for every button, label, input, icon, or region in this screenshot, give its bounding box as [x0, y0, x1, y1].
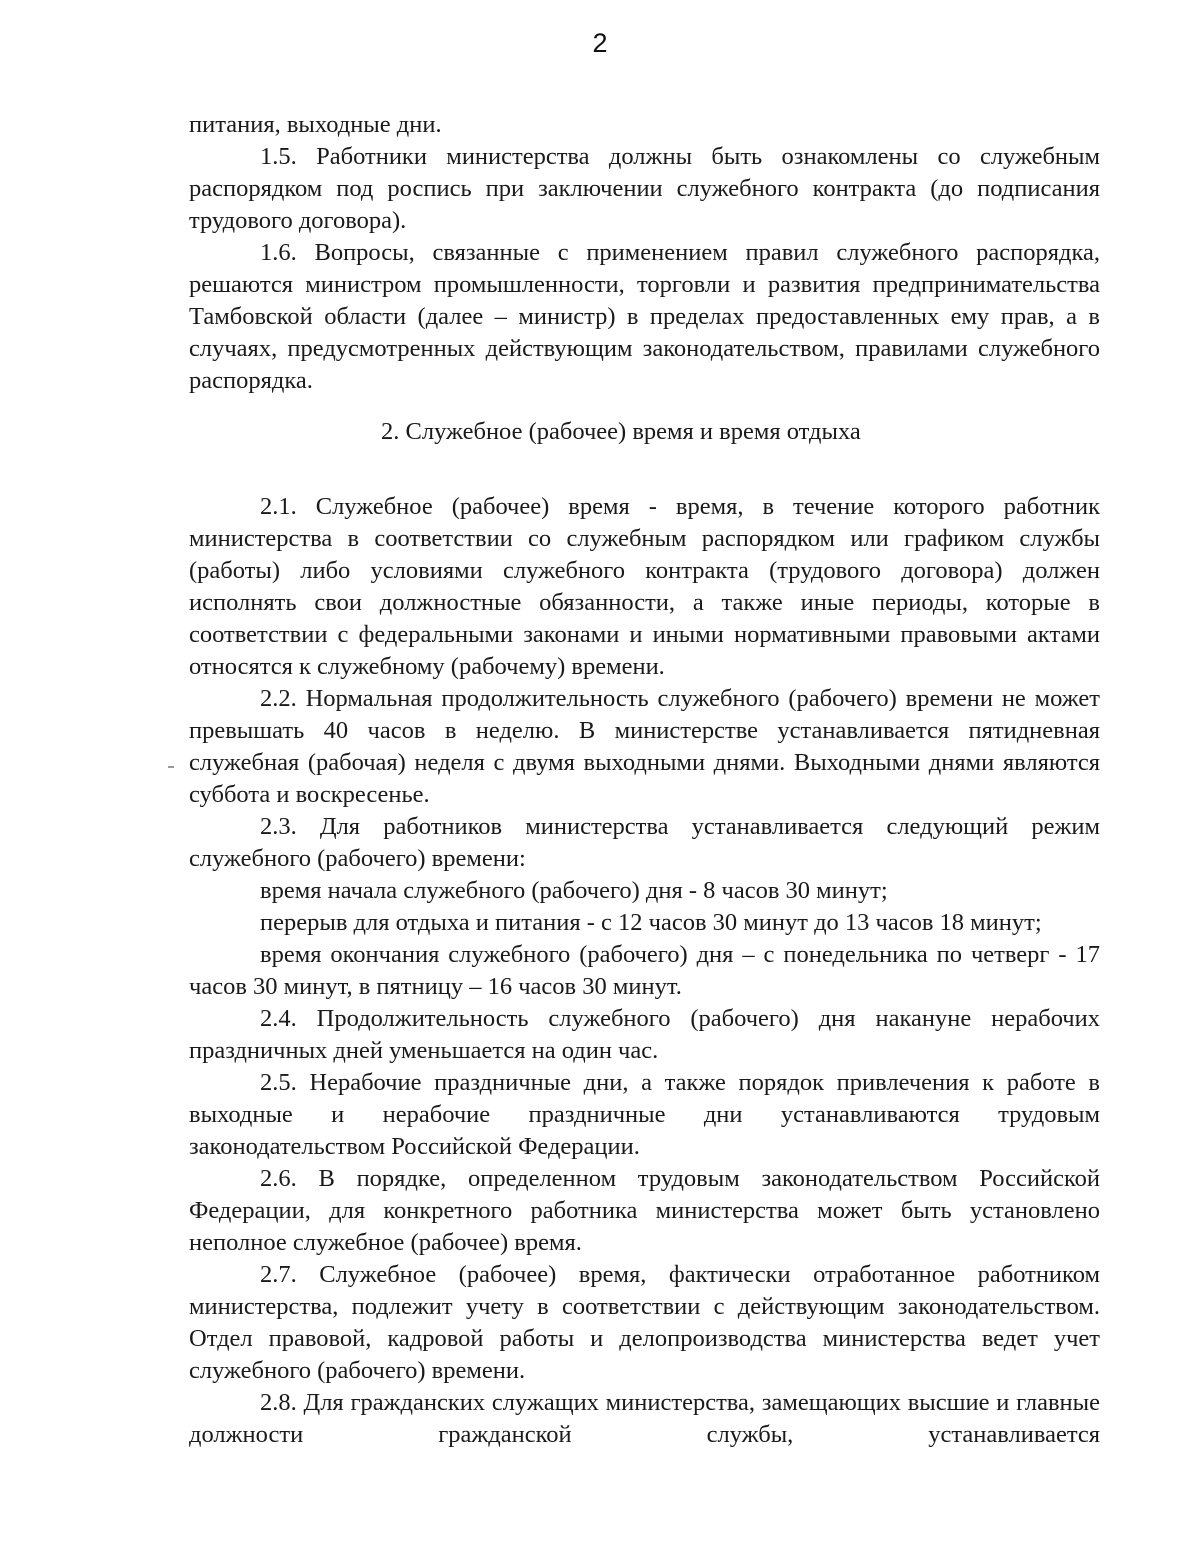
document-body: [189, 109, 1100, 1451]
section-heading: 2. Служебное (рабочее) время и время отдыха: [381, 418, 861, 445]
paragraph-2-7: 2.7. Служебное (рабочее) время, фактически отработанное работником министерства, подлежит учету в соответствии с действующим законодательством. Отдел правовой, кадровой работы и делопроизводства министерства ведет учет служебного (рабочего) времени.: [189, 1261, 1100, 1384]
paragraph-1-4-end: питания, выходные дни.: [189, 111, 442, 138]
scan-artifact: [168, 766, 174, 768]
paragraph-2-3: 2.3. Для работников министерства устанавливается следующий режим служебного (рабочего) времени:: [189, 813, 1100, 872]
paragraph-1-6: 1.6. Вопросы, связанные с применением правил служебного распорядка, решаются министром промышленности, торговли и развития предпринимательства Тамбовской области (далее – министр) в пределах предоставленных ему прав, а в случаях, предусмотренных действующим законодательством, правилами служебного распорядка.: [189, 239, 1100, 394]
schedule-end: время окончания служебного (рабочего) дня – с понедельника по четверг - 17 часов 30 минут, в пятницу – 16 часов 30 минут.: [189, 941, 1100, 1000]
page-number: 2: [592, 28, 608, 58]
paragraph-2-1: 2.1. Служебное (рабочее) время - время, в течение которого работник министерства в соответствии со служебным распорядком или графиком службы (работы) либо условиями служебного контракта (трудового договора) должен исполнять свои должностные обязанности, а также иные периоды, которые в соответствии с федеральными законами и иными нормативными правовыми актами относятся к служебному (рабочему) времени.: [189, 493, 1100, 680]
paragraph-2-4: 2.4. Продолжительность служебного (рабочего) дня накануне нерабочих праздничных дней уменьшается на один час.: [189, 1005, 1100, 1064]
paragraph-2-8: 2.8. Для гражданских служащих министерства, замещающих высшие и главные должности гражданской службы, устанавливается: [189, 1389, 1100, 1448]
paragraph-2-6: 2.6. В порядке, определенном трудовым законодательством Российской Федерации, для конкретного работника министерства может быть установлено неполное служебное (рабочее) время.: [189, 1165, 1100, 1256]
paragraph-1-5: 1.5. Работники министерства должны быть ознакомлены со служебным распорядком под роспись при заключении служебного контракта (до подписания трудового договора).: [189, 143, 1100, 234]
paragraph-2-2: 2.2. Нормальная продолжительность служебного (рабочего) времени не может превышать 40 часов в неделю. В министерстве устанавливается пятидневная служебная (рабочая) неделя с двумя выходными днями. Выходными днями являются суббота и воскресенье.: [189, 685, 1100, 808]
paragraph-2-5: 2.5. Нерабочие праздничные дни, а также порядок привлечения к работе в выходные и нерабочие праздничные дни устанавливаются трудовым законодательством Российской Федерации.: [189, 1069, 1100, 1160]
schedule-break: перерыв для отдыха и питания - с 12 часов 30 минут до 13 часов 18 минут;: [260, 909, 1042, 936]
schedule-start: время начала служебного (рабочего) дня - 8 часов 30 минут;: [260, 877, 888, 904]
